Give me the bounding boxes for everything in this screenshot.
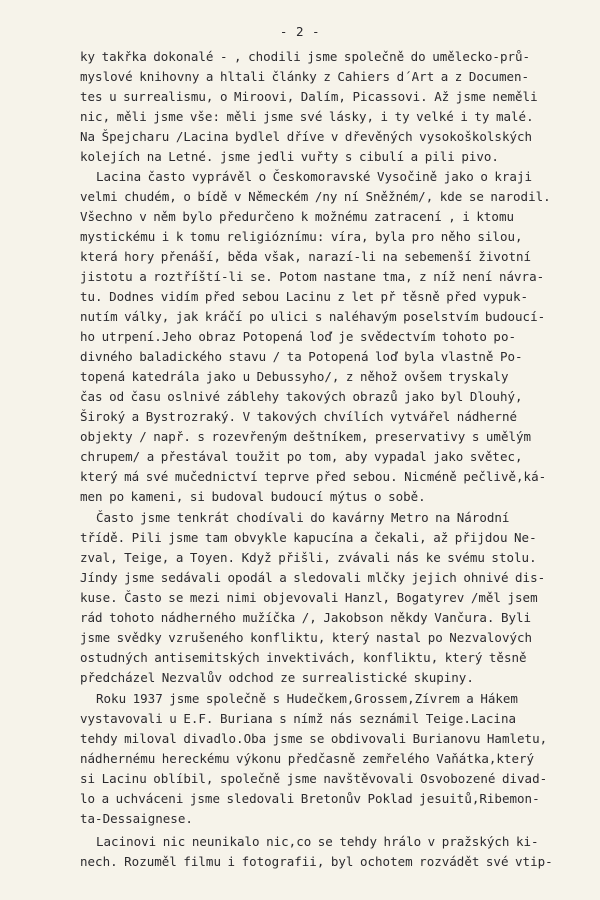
text-line: jsme svědky vzrušeného konfliktu, který nastal po Nezvalových — [80, 630, 533, 645]
text-line: nic, měli jsme vše: měli jsme své lásky, i ty velké i ty malé. — [80, 109, 534, 124]
text-line: Lacina často vyprávěl o Českomoravské Vysočině jako o kraji — [96, 169, 533, 184]
text-line: třídě. Pili jsme tam obvykle kapucína a čekali, až přijdou Ne- — [80, 530, 537, 545]
text-line: Jíndy jsme sedávali opodál a sledovali mlčky jejich ohnivé dis- — [80, 570, 546, 585]
text-line: ho utrpení.Jeho obraz Potopená loď je svědectvím tohoto po- — [80, 329, 517, 344]
text-line: objekty / např. s rozevřeným deštníkem, preservativy s umělým — [80, 429, 532, 444]
text-line: mystickému i k tomu religióznímu: víra, byla pro něho silou, — [80, 229, 523, 244]
text-line: lo a uchváceni jsme sledovali Bretonův Poklad jesuitů,Ribemon- — [80, 791, 540, 806]
text-line: tehdy miloval divadlo.Oba jsme se obdivovali Burianovu Hamletu, — [80, 731, 548, 746]
text-line: ky takřka dokonalé - , chodili jsme společně do umělecko-prů- — [80, 49, 531, 64]
text-line: si Lacinu oblíbil, společně jsme navštěvovali Osvobozené divad- — [80, 771, 548, 786]
text-line: čas od času oslnivé záblehy takových obrazů jako byl Dlouhý, — [80, 389, 523, 404]
text-line: zval, Teige, a Toyen. Když přišli, zvávali nás ke svému stolu. — [80, 550, 537, 565]
text-line: nech. Rozuměl filmu i fotografii, byl ochotem rozvádět své vtip- — [80, 854, 553, 869]
text-line: předcházel Nezvalův odchod ze surrealistické skupiny. — [80, 670, 474, 685]
text-line: Roku 1937 jsme společně s Hudečkem,Grossem,Zívrem a Hákem — [96, 691, 518, 706]
text-line: divného baladického stavu / ta Potopená loď byla vlastně Po- — [80, 349, 523, 364]
text-line: chrupem/ a přestával toužit po tom, aby vypadal jako světec, — [80, 449, 523, 464]
text-line: Široký a Bystrozraký. V takových chvílích vytvářel nádherné — [80, 409, 518, 424]
text-line: která hory přenáší, běda však, narazí-li na sebemenší životní — [80, 249, 532, 264]
text-line: Často jsme tenkrát chodívali do kavárny Metro na Národní — [96, 510, 510, 525]
text-line: ta-Dessaignese. — [80, 811, 193, 826]
text-line: nádhernému hereckému výkonu předčasně zemřelého Vaňátka,který — [80, 751, 535, 766]
text-line: tu. Dodnes vidím před sebou Lacinu z let př těsně před vypuk- — [80, 289, 529, 304]
page-number: - 2 - — [279, 24, 321, 39]
text-line: jistotu a roztříští-li se. Potom nastane tma, z níž není návra- — [80, 269, 545, 284]
text-line: Všechno v něm bylo předurčeno k možnému zatracení , i ktomu — [80, 209, 515, 224]
text-line: topená katedrála jako u Debussyho/, z něhož ovšem tryskaly — [80, 369, 509, 384]
text-line: rád tohoto nádherného mužíčka /, Jakobson někdy Vančura. Byli — [80, 610, 532, 625]
text-line: vystavovali u E.F. Buriana s nímž nás seznámil Teige.Lacina — [80, 711, 517, 726]
text-line: tes u surrealismu, o Miroovi, Dalím, Picassovi. Až jsme neměli — [80, 89, 538, 104]
text-line: Lacinovi nic neunikalo nic,co se tehdy hrálo v pražských ki- — [96, 834, 539, 849]
text-line: kuse. Často se mezi nimi objevovali Hanzl, Bogatyrev /měl jsem — [80, 590, 538, 605]
text-line: men po kameni, si budoval budoucí mýtus o sobě. — [80, 489, 426, 504]
text-line: kolejích na Letné. jsme jedli vuřty s cibulí a pili pivo. — [80, 149, 499, 164]
text-line: velmi chudém, o bídě v Německém /ny ní Sněžném/, kde se narodil. — [80, 189, 551, 204]
text-line: ostudných antisemitských invektivách, konfliktu, který těsně — [80, 650, 527, 665]
text-line: který má své mučednictví teprve před sebou. Nicméně pečlivě,ká- — [80, 469, 547, 484]
text-line: Na Špejcharu /Lacina bydlel dříve v dřevěných vysokoškolských — [80, 129, 533, 144]
text-line: myslové knihovny a hltali články z Cahiers d´Art a z Documen- — [80, 69, 530, 84]
text-line: nutím války, jak kráčí po ulici s naléhavým poselstvím budoucí- — [80, 309, 546, 324]
